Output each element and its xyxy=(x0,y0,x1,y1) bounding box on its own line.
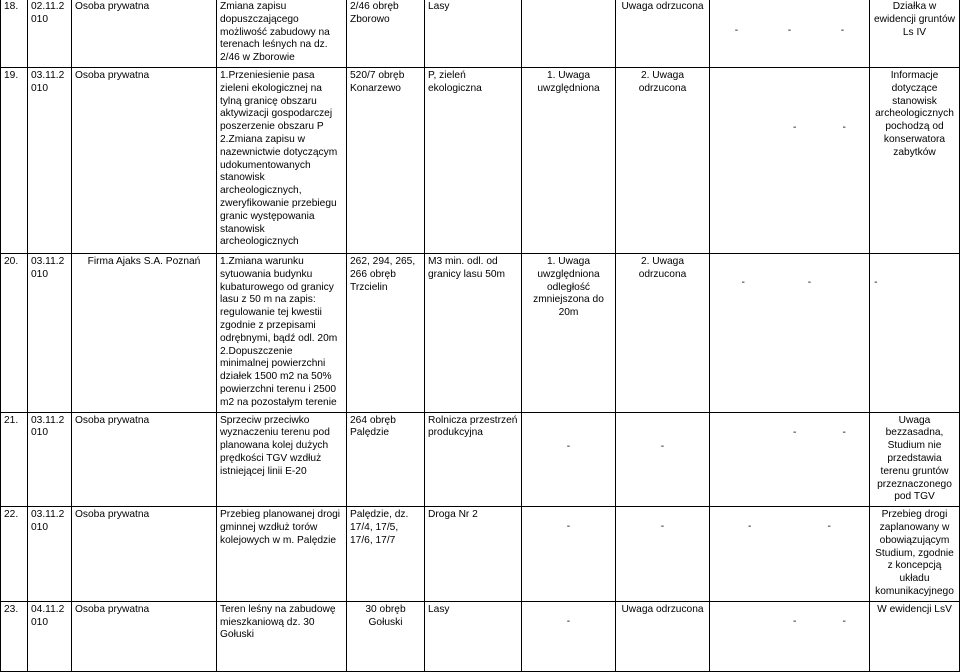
row-submitter: Osoba prywatna xyxy=(72,412,217,507)
dash-mark: - xyxy=(840,25,845,36)
row-request: 1.Przeniesienie pasa zieleni ekologicznej na tylną granicę obszaru aktywizacji gospodarczej poszerzenie obszaru P 2.Zmiana zapisu w nazewnictwie dotyczącym udokumentowanych stanowisk archeologicznych, zweryfikowanie przebiegu granic występowania stanowisk archeologicznych xyxy=(217,68,347,254)
row-decision-a: - xyxy=(522,601,616,671)
row-plot: 520/7 obręb Konarzewo xyxy=(347,68,425,254)
row-dash-cell xyxy=(710,0,870,68)
row-submitter: Osoba prywatna xyxy=(72,68,217,254)
row-decision-a: - xyxy=(522,412,616,507)
row-decision-b: 2. Uwaga odrzucona xyxy=(616,254,710,413)
row-request: Teren leśny na zabudowę mieszkaniową dz. 30 Gołuski xyxy=(217,601,347,671)
row-plot: 262, 294, 265, 266 obręb Trzcielin xyxy=(347,254,425,413)
dash-mark: - xyxy=(787,25,792,36)
row-designation: M3 min. odl. od granicy lasu 50m xyxy=(425,254,522,413)
row-decision-a: 1. Uwaga uwzględniona odległość zmniejszona do 20m xyxy=(522,254,616,413)
row-dash-cell xyxy=(710,254,878,413)
row-number: 18. xyxy=(1,0,28,68)
row-remarks: Uwaga bezzasadna, Studium nie przedstawia terenu gruntów przeznaczonego pod TGV xyxy=(870,412,960,507)
dash-mark: - xyxy=(793,615,797,627)
table-row xyxy=(1,507,960,602)
row-submitter: Osoba prywatna xyxy=(72,601,217,671)
dash-mark: - xyxy=(842,122,846,133)
row-decision-a xyxy=(522,0,616,68)
dash-mark: - xyxy=(793,426,797,438)
row-number: 19. xyxy=(1,68,28,254)
row-dash-cell xyxy=(710,507,870,602)
row-decision-a: - xyxy=(522,507,616,602)
row-request: Sprzeciw przeciwko wyznaczeniu terenu pod planowana kolej dużych prędkości TGV wzdłuż istniejącej linii E-20 xyxy=(217,412,347,507)
table-row xyxy=(1,254,960,413)
row-remarks: Działka w ewidencji gruntów Ls IV xyxy=(870,0,960,68)
dash-mark: - xyxy=(748,521,752,533)
row-designation: Droga Nr 2 xyxy=(425,507,522,602)
dash-mark: - xyxy=(874,277,878,288)
row-request: Przebieg planowanej drogi gminnej wzdłuż torów kolejowych w m. Palędzie xyxy=(217,507,347,602)
row-remarks: Przebieg drogi zaplanowany w obowiązującym Studium, zgodnie z koncepcją układu komunikacyjnego xyxy=(870,507,960,602)
table-row xyxy=(1,0,960,68)
dash-mark: - xyxy=(793,122,797,133)
row-designation: Lasy xyxy=(425,601,522,671)
row-designation: Rolnicza przestrzeń produkcyjna xyxy=(425,412,522,507)
row-decision-a: 1. Uwaga uwzględniona xyxy=(522,68,616,254)
row-date: 02.11.2010 xyxy=(28,0,72,68)
row-plot: 30 obręb Gołuski xyxy=(347,601,425,671)
row-dash-cell xyxy=(710,412,870,507)
row-decision-b: - xyxy=(616,507,710,602)
dash-mark: - xyxy=(734,25,739,36)
row-date: 03.11.2010 xyxy=(28,68,72,254)
table-row xyxy=(1,601,960,671)
dash-mark: - xyxy=(741,277,745,288)
row-dash-cell xyxy=(710,68,870,254)
table-row xyxy=(1,68,960,254)
row-designation: P, zieleń ekologiczna xyxy=(425,68,522,254)
row-number: 22. xyxy=(1,507,28,602)
row-decision-b: 2. Uwaga odrzucona xyxy=(616,68,710,254)
row-remarks: Informacje dotyczące stanowisk archeologicznych pochodzą od konserwatora zabytków xyxy=(870,68,960,254)
row-submitter: Osoba prywatna xyxy=(72,507,217,602)
row-number: 23. xyxy=(1,601,28,671)
row-plot: 2/46 obręb Zborowo xyxy=(347,0,425,68)
row-request: 1.Zmiana warunku sytuowania budynku kubaturowego od granicy lasu z 50 m na zapis: regulowanie tej kwestii zgodnie z przepisami odrębnymi, bądź odl. 20m 2.Dopuszczenie minimalnej powierzchni działek 1500 m2 na 50% powierzchni terenu i 2500 m2 na pozostałym terenie xyxy=(217,254,347,413)
row-decision-b: Uwaga odrzucona xyxy=(616,0,710,68)
row-remarks: W ewidencji LsV xyxy=(870,601,960,671)
dash-mark: - xyxy=(842,426,846,438)
row-dash-cell xyxy=(710,601,870,671)
row-designation: Lasy xyxy=(425,0,522,68)
row-submitter: Firma Ajaks S.A. Poznań xyxy=(72,254,217,413)
row-date: 03.11.2010 xyxy=(28,412,72,507)
row-decision-b: Uwaga odrzucona xyxy=(616,601,710,671)
row-date: 03.11.2010 xyxy=(28,507,72,602)
row-submitter: Osoba prywatna xyxy=(72,0,217,68)
row-plot: 264 obręb Palędzie xyxy=(347,412,425,507)
dash-mark: - xyxy=(827,521,831,533)
dash-mark: - xyxy=(807,277,812,288)
row-number: 21. xyxy=(1,412,28,507)
row-request: Zmiana zapisu dopuszczającego możliwość zabudowy na terenach leśnych na dz. 2/46 w Zborowie xyxy=(217,0,347,68)
dash-mark: - xyxy=(842,615,846,627)
row-date: 04.11.2010 xyxy=(28,601,72,671)
row-number: 20. xyxy=(1,254,28,413)
row-date: 03.11.2010 xyxy=(28,254,72,413)
row-decision-b: - xyxy=(616,412,710,507)
table-row xyxy=(1,412,960,507)
row-plot: Palędzie, dz. 17/4, 17/5, 17/6, 17/7 xyxy=(347,507,425,602)
